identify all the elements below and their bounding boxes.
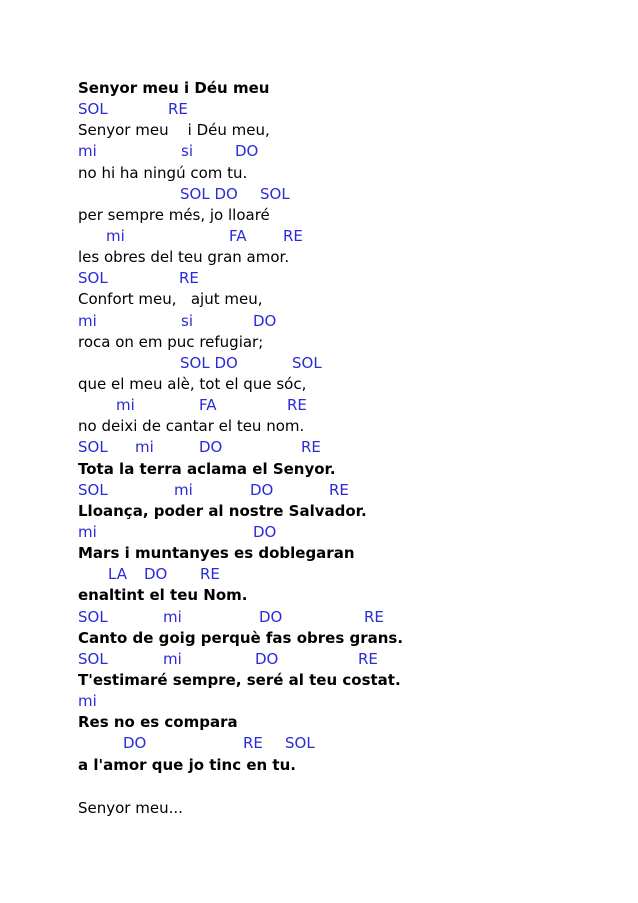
chord: RE [364, 607, 384, 626]
chord: FA [229, 226, 247, 245]
chord: RE [243, 734, 263, 753]
chord: DO [253, 311, 277, 330]
lyric-line: Tota la terra aclama el Senyor. [78, 459, 336, 478]
lyric-line: Mars i muntanyes es doblegaran [78, 544, 355, 563]
chord: RE [287, 396, 307, 415]
chord: RE [168, 100, 188, 119]
chord-line [78, 141, 578, 162]
chord-line [78, 353, 578, 374]
chord: mi [135, 438, 154, 457]
chord: si [181, 311, 193, 330]
chord: RE [301, 438, 321, 457]
lyric-line: enaltint el teu Nom. [78, 586, 248, 605]
chord: RE [358, 649, 378, 668]
chord: mi [163, 649, 182, 668]
chord: mi [78, 522, 97, 541]
chord: mi [78, 311, 97, 330]
lyric-line: no hi ha ningú com tu. [78, 163, 248, 182]
chord: si [181, 142, 193, 161]
chord-line [78, 649, 578, 670]
chord: RE [179, 269, 199, 288]
chord-line [78, 691, 578, 712]
chord: mi [174, 480, 193, 499]
chord-line [78, 226, 578, 247]
lyric-line: Senyor meu i Déu meu, [78, 121, 270, 140]
chord: DO [199, 438, 223, 457]
chord: DO [235, 142, 259, 161]
chord: SOL [78, 269, 108, 288]
chord-line [78, 395, 578, 416]
ending-line: Senyor meu... [78, 798, 183, 817]
lyric-line: Lloança, poder al nostre Salvador. [78, 501, 367, 520]
chord: RE [283, 226, 303, 245]
spacer [78, 776, 578, 798]
chord: RE [329, 480, 349, 499]
chord: DO [255, 649, 279, 668]
chord: SOL DO [180, 184, 238, 203]
chord: FA [199, 396, 217, 415]
chord: SOL [260, 184, 290, 203]
lyric-line: Confort meu, ajut meu, [78, 290, 263, 309]
chord: SOL [78, 649, 108, 668]
chord-line [78, 184, 578, 205]
chord-line [78, 522, 578, 543]
lyric-line: Res no es compara [78, 713, 238, 732]
chord: DO [253, 522, 277, 541]
chord: RE [200, 565, 220, 584]
chord: mi [106, 226, 125, 245]
chord-line [78, 268, 578, 289]
lyric-line: per sempre més, jo lloaré [78, 205, 270, 224]
chord-line [78, 733, 578, 754]
lyric-line: T'estimaré sempre, seré al teu costat. [78, 670, 401, 689]
chord-line [78, 607, 578, 628]
chord-line [78, 311, 578, 332]
chord: mi [78, 692, 97, 711]
lyric-line: a l'amor que jo tinc en tu. [78, 755, 296, 774]
chord-line [78, 437, 578, 458]
lyric-line: no deixi de cantar el teu nom. [78, 417, 305, 436]
chord: DO [259, 607, 283, 626]
chord: SOL DO [180, 353, 238, 372]
chord-line [78, 564, 578, 585]
chord: DO [123, 734, 147, 753]
chord: DO [144, 565, 168, 584]
chord: mi [116, 396, 135, 415]
chord: SOL [78, 100, 108, 119]
chord-line [78, 99, 578, 120]
chord: SOL [78, 438, 108, 457]
chord: LA [108, 565, 127, 584]
lyric-line: Canto de goig perquè fas obres grans. [78, 628, 404, 647]
chord: SOL [292, 353, 322, 372]
song-sheet [78, 78, 578, 819]
lyric-line: les obres del teu gran amor. [78, 248, 290, 267]
chord-line [78, 480, 578, 501]
chord: DO [250, 480, 274, 499]
chord: mi [163, 607, 182, 626]
chord: SOL [78, 607, 108, 626]
lyric-line: roca on em puc refugiar; [78, 332, 264, 351]
lyric-line: que el meu alè, tot el que sóc, [78, 374, 307, 393]
chord: SOL [285, 734, 315, 753]
chord: mi [78, 142, 97, 161]
chord: SOL [78, 480, 108, 499]
song-title: Senyor meu i Déu meu [78, 79, 270, 97]
